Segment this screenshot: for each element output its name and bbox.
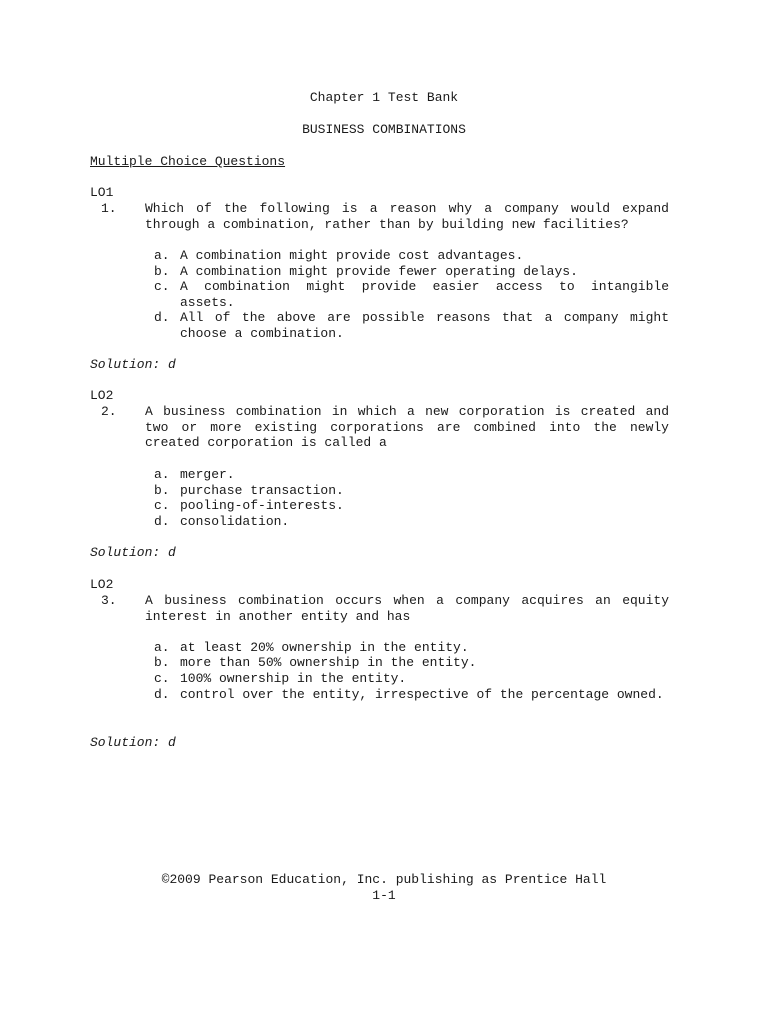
option-text: A combination might provide cost advantages. [180,248,524,263]
section-heading: Multiple Choice Questions [90,154,286,169]
option-letter: c. [154,671,170,686]
option-letter: b. [154,655,170,670]
option-letter: d. [154,687,170,702]
option-text: 100% ownership in the entity. [180,671,407,686]
option-text: more than 50% ownership in the entity. [180,655,477,670]
option-text: All of the above are possible reasons that a company might choose a combination. [180,310,669,341]
question-number: 3. [101,593,117,608]
solution-text: Solution: d [90,357,176,372]
option-text: pooling-of-interests. [180,498,344,513]
question-number: 1. [101,201,117,216]
document-title: BUSINESS COMBINATIONS [302,122,466,137]
option-text: control over the entity, irrespective of the percentage owned. [180,687,664,702]
option-letter: d. [154,514,170,529]
option-letter: a. [154,640,170,655]
question-number: 2. [101,404,117,419]
learning-objective-label: LO1 [90,185,114,200]
learning-objective-label: LO2 [90,577,114,592]
option-letter: c. [154,498,170,513]
option-text: A combination might provide fewer operating delays. [180,264,578,279]
chapter-heading: Chapter 1 Test Bank [309,90,459,105]
option-letter: a. [154,467,170,482]
option-text: merger. [180,467,235,482]
solution-text: Solution: d [90,735,176,750]
option-letter: c. [154,279,170,294]
option-letter: d. [154,310,170,325]
option-letter: b. [154,264,170,279]
question-text: A business combination occurs when a company acquires an equity interest in another entity and has [145,593,669,624]
option-text: consolidation. [180,514,290,529]
page-number: 1-1 [372,888,396,903]
option-text: A combination might provide easier access to intangible assets. [180,279,669,310]
question-text: Which of the following is a reason why a company would expand through a combination, rather than by building new facilities? [145,201,669,232]
option-text: purchase transaction. [180,483,344,498]
option-text: at least 20% ownership in the entity. [180,640,469,655]
learning-objective-label: LO2 [90,388,114,403]
option-letter: a. [154,248,170,263]
option-letter: b. [154,483,170,498]
question-text: A business combination in which a new corporation is created and two or more existing corporations are combined into the newly created corporation is called a [145,404,669,451]
solution-text: Solution: d [90,545,176,560]
copyright-footer: ©2009 Pearson Education, Inc. publishing as Prentice Hall [161,872,607,887]
